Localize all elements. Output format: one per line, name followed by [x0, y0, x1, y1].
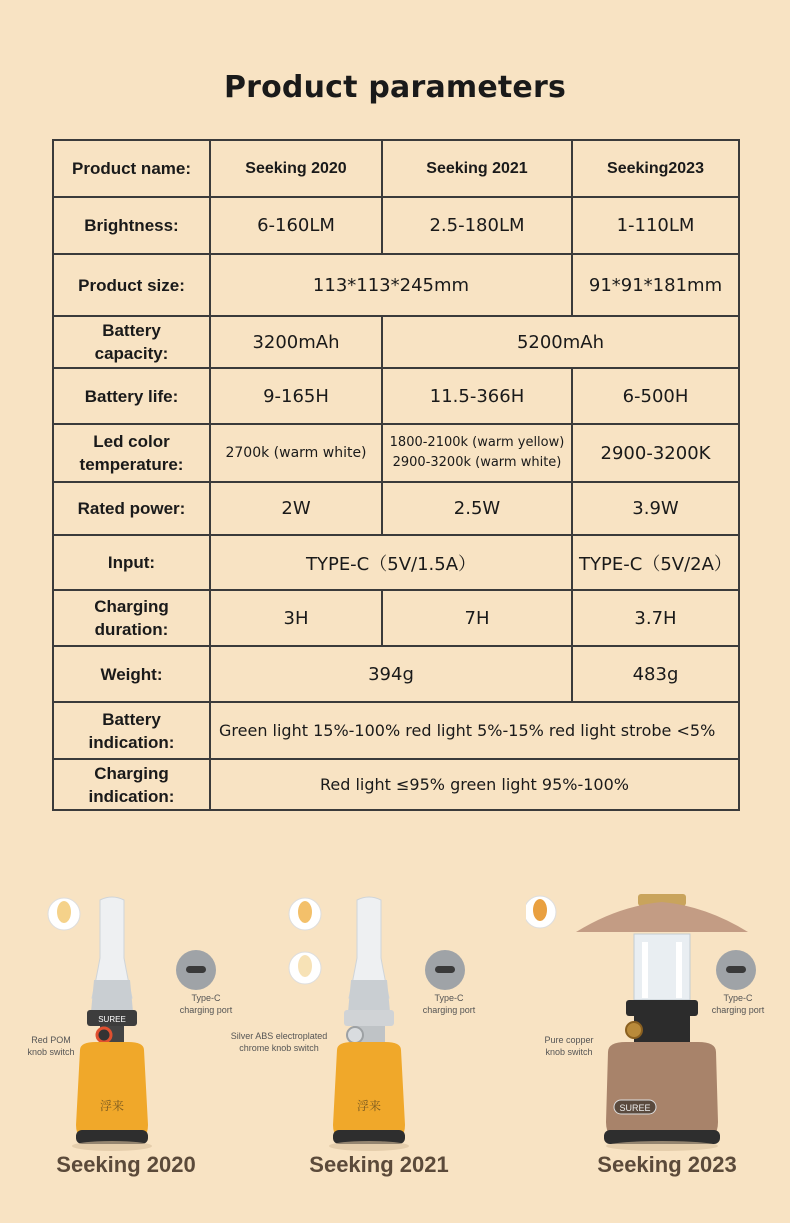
- cell-input-2023: TYPE-C（5V/2A）: [572, 535, 739, 590]
- cell-life-2023: 6-500H: [572, 368, 739, 424]
- cell-capacity-2021-2023: 5200mAh: [382, 316, 739, 368]
- parameters-table: [52, 139, 740, 811]
- table-row-size: [53, 254, 739, 316]
- label-weight: Weight:: [53, 646, 210, 702]
- cell-charge-2020: 3H: [210, 590, 382, 646]
- cell-size-2023: 91*91*181mm: [572, 254, 739, 316]
- port-label-2021: Type-C charging port: [422, 993, 476, 1015]
- switch-label-2020: Red POM knob switch: [27, 1035, 75, 1057]
- label-rated-power: Rated power:: [53, 482, 210, 535]
- label-battery-capacity: Battery capacity:: [53, 316, 210, 368]
- lamp-2021-illustration: [263, 880, 526, 1160]
- cell-charge-2021: 7H: [382, 590, 572, 646]
- cell-weight-2020-2021: 394g: [210, 646, 572, 702]
- table-row-brightness: [53, 197, 739, 254]
- table-row-battery-capacity: [53, 316, 739, 368]
- port-label-2020: Type-C charging port: [179, 993, 233, 1015]
- cell-input-2020-2021: TYPE-C（5V/1.5A）: [210, 535, 572, 590]
- table-row-weight: [53, 646, 739, 702]
- cell-temp-2020: 2700k (warm white): [210, 424, 382, 482]
- table-row-battery-indication: [53, 702, 739, 759]
- label-battery-indication: Battery indication:: [53, 702, 210, 759]
- table-row-charging-indication: [53, 759, 739, 810]
- label-color-temperature: Led color temperature:: [53, 424, 210, 482]
- caption-seeking-2020: Seeking 2020: [56, 1152, 196, 1177]
- cell-power-2020: 2W: [210, 482, 382, 535]
- header-col-2021: Seeking 2021: [382, 140, 572, 197]
- svg-text:浮来: 浮来: [356, 1099, 382, 1113]
- table-row-battery-life: [53, 368, 739, 424]
- label-battery-life: Battery life:: [53, 368, 210, 424]
- label-charging-duration: Charging duration:: [53, 590, 210, 646]
- cell-brightness-2021: 2.5-180LM: [382, 197, 572, 254]
- logo-2020: SUREE: [98, 1015, 126, 1024]
- label-product-name: Product name:: [53, 140, 210, 197]
- cell-temp-2021: 1800-2100k (warm yellow) 2900-3200k (warm white): [382, 424, 572, 482]
- cell-size-2020-2021: 113*113*245mm: [210, 254, 572, 316]
- table-row-rated-power: [53, 482, 739, 535]
- switch-label-2021: Silver ABS electroplated chrome knob switch: [230, 1031, 328, 1053]
- label-brightness: Brightness:: [53, 197, 210, 254]
- switch-label-2023: Pure copper knob switch: [544, 1035, 594, 1057]
- page-title: Product parameters: [223, 70, 567, 105]
- cell-charge-2023: 3.7H: [572, 590, 739, 646]
- table-row-charging-duration: [53, 590, 739, 646]
- header-col-2020: Seeking 2020: [210, 140, 382, 197]
- cell-brightness-2020: 6-160LM: [210, 197, 382, 254]
- label-charging-indication: Charging indication:: [53, 759, 210, 810]
- cell-brightness-2023: 1-110LM: [572, 197, 739, 254]
- cell-temp-2023: 2900-3200K: [572, 424, 739, 482]
- logo-2023: SUREE: [619, 1103, 651, 1113]
- table-row-color-temperature: [53, 424, 739, 482]
- lamp-2020-illustration: [0, 880, 263, 1160]
- header-col-2023: Seeking2023: [572, 140, 739, 197]
- cell-capacity-2020: 3200mAh: [210, 316, 382, 368]
- cell-power-2021: 2.5W: [382, 482, 572, 535]
- label-product-size: Product size:: [53, 254, 210, 316]
- port-label-2023: Type-C charging port: [711, 993, 765, 1015]
- caption-seeking-2021: Seeking 2021: [309, 1152, 449, 1177]
- svg-text:浮来: 浮来: [99, 1099, 125, 1113]
- cell-life-2021: 11.5-366H: [382, 368, 572, 424]
- table-row-input: [53, 535, 739, 590]
- cell-weight-2023: 483g: [572, 646, 739, 702]
- cell-life-2020: 9-165H: [210, 368, 382, 424]
- table-row-product-name: [53, 140, 739, 197]
- caption-seeking-2023: Seeking 2023: [597, 1152, 737, 1177]
- cell-battery-indication: Green light 15%-100% red light 5%-15% red light strobe <5%: [210, 702, 739, 759]
- label-input: Input:: [53, 535, 210, 590]
- cell-power-2023: 3.9W: [572, 482, 739, 535]
- cell-charging-indication: Red light ≤95% green light 95%-100%: [210, 759, 739, 810]
- lamp-2023-illustration: [526, 880, 790, 1160]
